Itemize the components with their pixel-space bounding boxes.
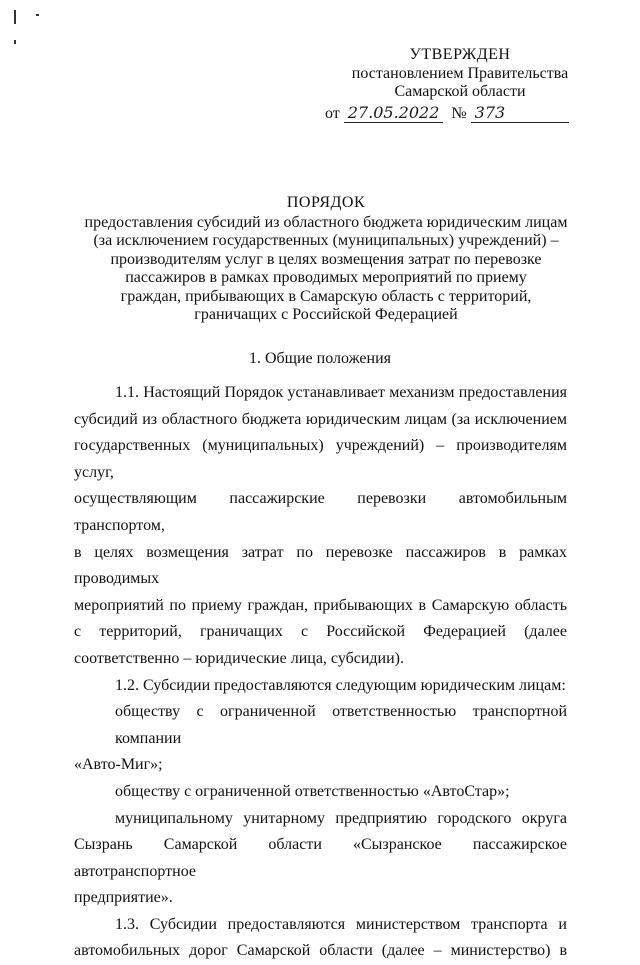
text-line: субсидий из областного бюджета юридическим лицам (за исключением <box>74 410 567 428</box>
text-line: автомобильных дорог Самарской области (далее – министерство) в <box>74 942 567 960</box>
text-line: муниципальному унитарному предприятию городского округа <box>115 809 567 827</box>
scan-mark <box>36 14 39 16</box>
approval-date: 27.05.2022 <box>344 103 444 123</box>
text-line: Сызрань Самарской области «Сызранское пассажирское автотранспортное <box>74 836 567 880</box>
subtitle-line: пассажиров в рамках проводимых мероприятий по приему <box>125 269 527 286</box>
approval-number: 373 <box>471 103 569 123</box>
approval-heading: УТВЕРЖДЕН <box>409 46 511 63</box>
scan-mark <box>14 40 16 44</box>
paragraph-muup-syzran <box>74 806 567 912</box>
subtitle-line: предоставления субсидий из областного бюджета юридическим лицам <box>84 213 568 231</box>
paragraph-ltd-avtostar: обществу с ограниченной ответственностью «АвтоСтар»; <box>115 782 510 800</box>
approval-line-2: Самарской области <box>394 83 526 100</box>
scan-mark <box>14 10 16 24</box>
section-title: 1. Общие положения <box>248 350 392 367</box>
document-body <box>74 380 567 965</box>
text-line: с территорий, граничащих с Российской Федерацией (далее <box>74 623 567 641</box>
number-prefix: № <box>451 105 467 122</box>
subtitle-line: (за исключением государственных (муниципальных) учреждений) – <box>93 232 559 249</box>
subtitle-line: производителям услуг в целях возмещения затрат по перевозке <box>110 250 542 268</box>
paragraph-ltd-avto-mig <box>74 699 567 779</box>
text-line: мероприятий по приему граждан, прибывающих в Самарскую область <box>74 596 567 614</box>
subtitle-line: граничащих с Российской Федерацией <box>194 306 458 323</box>
paragraph-1-2: 1.2. Субсидии предоставляются следующим юридическим лицам: <box>115 676 566 694</box>
subtitle-line: граждан, прибывающих в Самарскую область с территорий, <box>120 287 532 305</box>
text-line: «Авто-Миг»; <box>74 756 163 774</box>
text-line: осуществляющим пассажирские перевозки автомобильным транспортом, <box>74 490 567 534</box>
paragraph-1-1 <box>74 380 567 673</box>
document-title-block <box>70 194 582 325</box>
document-title: ПОРЯДОК <box>286 194 366 211</box>
text-line: предприятие». <box>74 889 173 907</box>
paragraph-1-3 <box>74 912 567 965</box>
text-line: 1.3. Субсидии предоставляются министерством транспорта и <box>115 915 567 933</box>
approval-line-1: постановлением Правительства <box>351 64 569 82</box>
text-line: государственных (муниципальных) учреждений) – производителям услуг, <box>74 437 567 481</box>
approval-date-line <box>325 103 569 123</box>
text-line: 1.1. Настоящий Порядок устанавливает механизм предоставления <box>115 384 567 401</box>
approval-stamp <box>310 46 610 102</box>
text-line: соответственно – юридические лица, субсидии). <box>74 649 405 667</box>
date-prefix: от <box>325 105 340 122</box>
text-line: в целях возмещения затрат по перевозке пассажиров в рамках проводимых <box>74 543 567 588</box>
text-line: обществу с ограниченной ответственностью транспортной компании <box>115 703 567 747</box>
